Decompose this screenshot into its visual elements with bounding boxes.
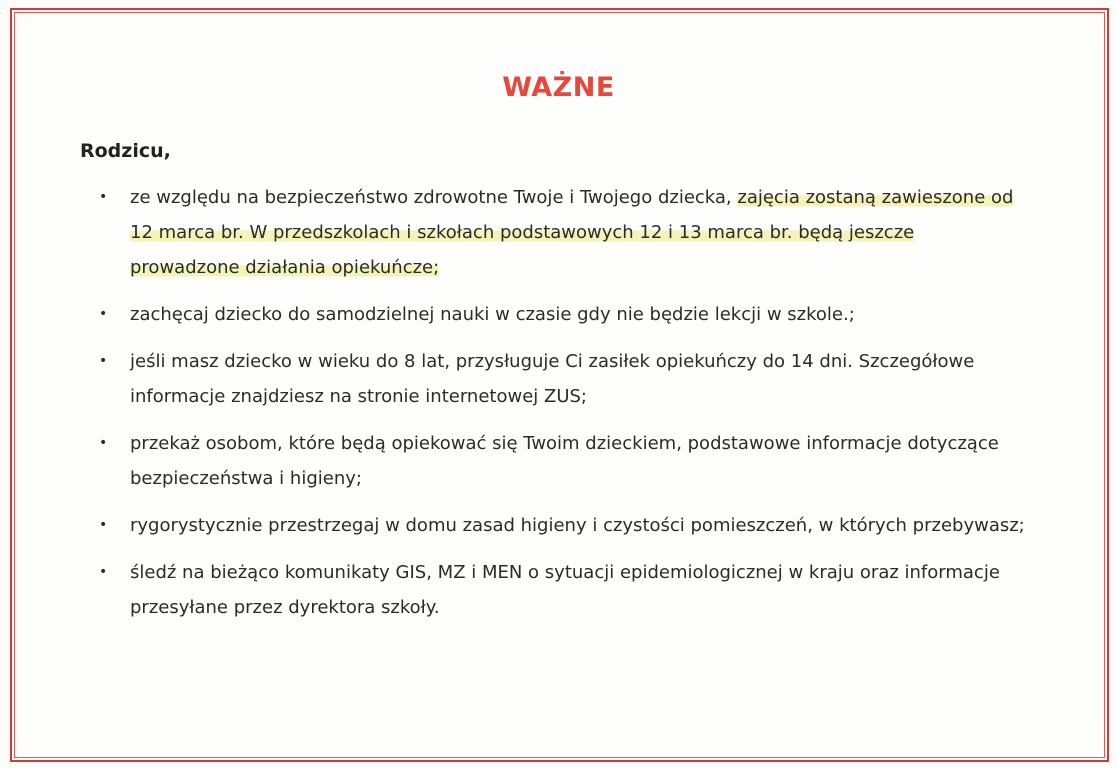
bullet-icon: • — [99, 564, 108, 580]
list-item — [95, 508, 1025, 543]
list-item — [95, 555, 1025, 625]
list-item — [95, 180, 1025, 285]
advice-list — [95, 180, 1025, 637]
bullet-icon: • — [99, 189, 108, 205]
bullet-icon: • — [99, 353, 108, 369]
list-item — [95, 344, 1025, 414]
item-text: rygorystycznie przestrzegaj w domu zasad higieny i czystości pomieszczeń, w których przebywasz; — [130, 515, 1025, 536]
item-text: zachęcaj dziecko do samodzielnej nauki w czasie gdy nie będzie lekcji w szkole.; — [130, 304, 855, 325]
notice-title: WAŻNE — [502, 72, 615, 103]
greeting: Rodzicu, — [80, 140, 171, 162]
bullet-icon: • — [99, 435, 108, 451]
item-text: jeśli masz dziecko w wieku do 8 lat, przysługuje Ci zasiłek opiekuńczy do 14 dni. Szczegółowe informacje znajdziesz na stronie internetowej ZUS; — [130, 351, 975, 407]
list-item — [95, 297, 1025, 332]
list-item — [95, 426, 1025, 496]
item-text: ze względu na bezpieczeństwo zdrowotne Twoje i Twojego dziecka, — [130, 187, 738, 208]
item-text: przekaż osobom, które będą opiekować się Twoim dzieckiem, podstawowe informacje dotyczące bezpieczeństwa i higieny; — [130, 433, 999, 489]
item-text: śledź na bieżąco komunikaty GIS, MZ i MEN o sytuacji epidemiologicznej w kraju oraz informacje przesyłane przez dyrektora szkoły. — [130, 562, 1000, 618]
bullet-icon: • — [99, 517, 108, 533]
highlighted-text: zajęcia zostaną zawieszone od 12 marca br. W przedszkolach i szkołach podstawowych 12 i 13 marca br. będą jeszcze prowadzone działania opiekuńcze; — [130, 187, 1014, 278]
bullet-icon: • — [99, 306, 108, 322]
